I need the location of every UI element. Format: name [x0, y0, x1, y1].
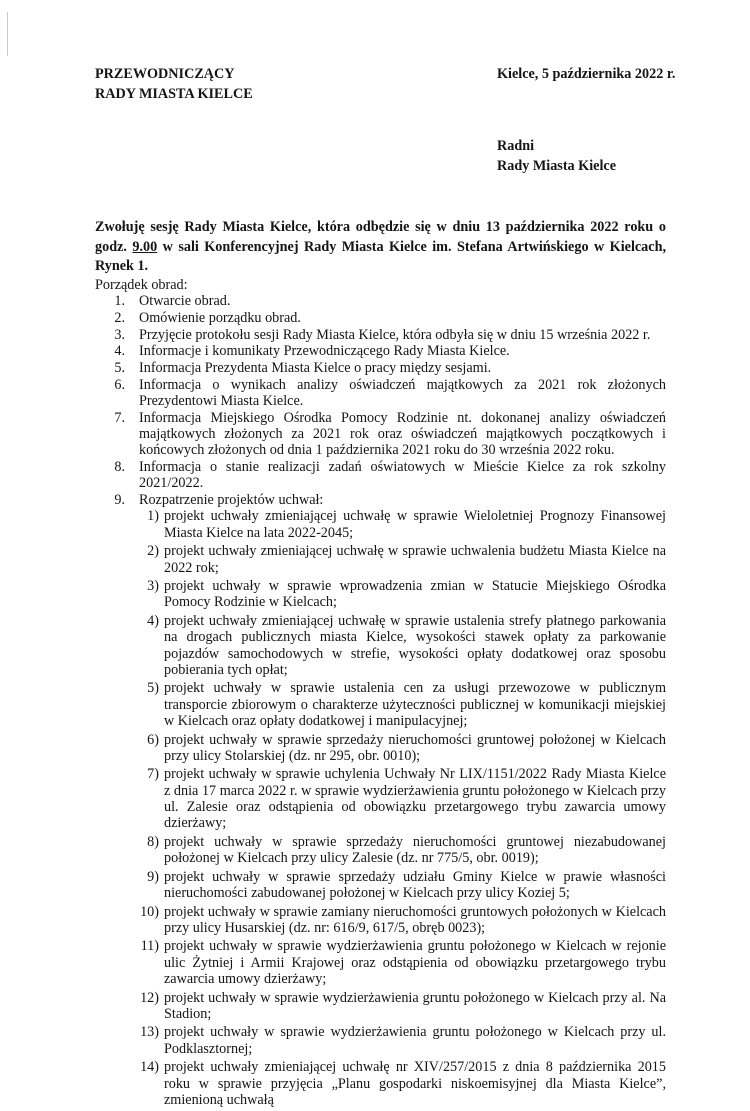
resolution-project-number: 9) [147, 868, 159, 885]
resolution-project [119, 732, 666, 764]
recipient-line-1: Radni [497, 138, 535, 154]
resolution-project-text: projekt uchwały w sprawie sprzedaży nieruchomości gruntowej niezabudowanej położonej w Kielcach przy ulicy Zalesie (dz. nr 775/5, obr. 0019); [164, 833, 666, 866]
resolution-project [119, 938, 666, 987]
agenda-item [95, 459, 666, 491]
resolution-project-number: 12) [140, 989, 159, 1006]
resolution-project [119, 680, 666, 729]
agenda-item-number: 2. [114, 309, 125, 326]
resolution-project-text: projekt uchwały w sprawie sprzedaży nieruchomości gruntowej położonej w Kielcach przy ulicy Stolarskiej (dz. nr 295, obr. 0010); [164, 731, 666, 764]
resolution-project [119, 904, 666, 936]
resolution-projects-list [139, 508, 666, 1108]
resolution-project [119, 543, 666, 575]
resolution-project-number: 4) [147, 613, 159, 630]
resolution-project-text: projekt uchwały w sprawie wydzierżawienia gruntu położonego w Kielcach przy al. Na Stadion; [164, 989, 666, 1022]
resolution-project [119, 508, 666, 540]
agenda-item [95, 492, 666, 1108]
resolution-project-text: projekt uchwały w sprawie zamiany nieruchomości gruntowych położonych w Kielcach przy ulicy Husarskiej (dz. nr: 616/9, 617/5, obręb 0023); [164, 903, 666, 936]
agenda-item-number: 1. [114, 293, 125, 309]
recipient-block [497, 136, 616, 176]
recipient-line-2: Rady Miasta Kielce [497, 158, 616, 174]
resolution-project-number: 11) [140, 938, 159, 955]
agenda-item-text: Rozpatrzenie projektów uchwał: [139, 492, 324, 509]
agenda-item [95, 360, 666, 376]
place-date: Kielce, 5 października 2022 r. [497, 66, 676, 82]
resolution-project-number: 5) [147, 680, 159, 697]
agenda-item [95, 377, 666, 409]
agenda-item-number: 8. [114, 459, 125, 476]
resolution-project [119, 990, 666, 1022]
agenda-item [95, 327, 666, 343]
agenda-item-text: Omówienie porządku obrad. [139, 309, 301, 326]
announcement-text-start: Zwołuję sesję Rady Miasta Kielce, która odbędzie się w dniu 13 października 2022 roku o godz. [95, 219, 666, 255]
agenda-item-number: 5. [114, 360, 125, 377]
session-time: 9.00 [132, 238, 158, 255]
agenda-item [95, 310, 666, 326]
resolution-project-text: projekt uchwały w sprawie uchylenia Uchwały Nr LIX/1151/2022 Rady Miasta Kielce z dnia 17 marca 2022 r. w sprawie wydzierżawienia gruntu położonego w Kielcach przy ul. Zalesie oraz odstąpienia od obowiązku przetargowego trybu zawarcia umowy dzierżawy; [164, 766, 666, 832]
agenda-list [95, 293, 666, 1111]
resolution-project-number: 10) [140, 903, 159, 920]
session-announcement [95, 218, 666, 277]
scan-edge-mark [7, 12, 8, 56]
resolution-project [119, 834, 666, 866]
agenda-item-text: Informacja o stanie realizacji zadań oświatowych w Mieście Kielce za rok szkolny 2021/2022. [139, 459, 666, 492]
sender-title: PRZEWODNICZĄCY [95, 66, 235, 82]
resolution-project-text: projekt uchwały zmieniającej uchwałę w sprawie Wieloletniej Prognozy Finansowej Miasta Kielce na lata 2022-2045; [164, 508, 666, 541]
resolution-project-text: projekt uchwały w sprawie wprowadzenia zmian w Statucie Miejskiego Ośrodka Pomocy Rodzinie w Kielcach; [164, 578, 666, 611]
agenda-item [95, 293, 666, 309]
sender-office: RADY MIASTA KIELCE [95, 86, 253, 102]
agenda-item-text: Informacje i komunikaty Przewodniczącego Rady Miasta Kielce. [139, 343, 510, 360]
resolution-project-number: 8) [147, 833, 159, 850]
agenda-item-number: 4. [114, 343, 125, 360]
resolution-project-text: projekt uchwały w sprawie sprzedaży udziału Gminy Kielce w prawie własności nieruchomości zabudowanej położonej w Kielcach przy ulicy Koziej 5; [164, 868, 666, 901]
resolution-project [119, 766, 666, 831]
resolution-project-number: 2) [147, 543, 159, 560]
agenda-item-text: Informacja Prezydenta Miasta Kielce o pracy między sesjami. [139, 360, 492, 377]
agenda-item-text: Przyjęcie protokołu sesji Rady Miasta Kielce, która odbyła się w dniu 15 września 2022 r. [139, 326, 651, 343]
agenda-item-number: 7. [114, 409, 125, 426]
resolution-project-number: 14) [140, 1059, 159, 1076]
resolution-project-number: 3) [147, 578, 159, 595]
resolution-project [119, 1024, 666, 1056]
announcement-text-end: w sali Konferencyjnej Rady Miasta Kielce im. Stefana Artwińskiego w Kielcach, Rynek 1. [95, 238, 667, 274]
agenda-item-number: 6. [114, 376, 125, 393]
agenda-item-number: 9. [114, 492, 125, 509]
resolution-project-text: projekt uchwały zmieniającej uchwałę w sprawie ustalenia strefy płatnego parkowania na drogach publicznych miasta Kielce, wysokości stawek opłaty za parkowanie pojazdów samochodowych w strefie, wysokości opłaty dodatkowej oraz sposobu pobierania tych opłat; [164, 613, 666, 678]
resolution-project-number: 1) [147, 508, 159, 525]
resolution-project-text: projekt uchwały zmieniającej uchwałę w sprawie uchwalenia budżetu Miasta Kielce na 2022 rok; [164, 543, 666, 576]
resolution-project [119, 869, 666, 901]
agenda-item [95, 343, 666, 359]
resolution-project-text: projekt uchwały w sprawie ustalenia cen za usługi przewozowe w publicznym transporcie zbiorowym o charakterze użyteczności publicznej w komunikacji miejskiej w Kielcach oraz opłaty dodatkowej i manipulacyjnej; [164, 680, 666, 729]
agenda-item-text: Otwarcie obrad. [139, 293, 231, 309]
resolution-project [119, 578, 666, 610]
agenda-title: Porządek obrad: [95, 277, 188, 293]
agenda-item-text: Informacja Miejskiego Ośrodka Pomocy Rodzinie nt. dokonanej analizy oświadczeń majątkowych złożonych za 2021 rok oraz oświadczeń majątkowych początkowych i końcowych złożonych od dnia 1 października 2021 roku do 30 września 2022 roku. [139, 409, 666, 459]
agenda-item-number: 3. [114, 326, 125, 343]
resolution-project [119, 613, 666, 678]
agenda-item [95, 410, 666, 459]
resolution-project-number: 6) [147, 731, 159, 748]
resolution-project-number: 13) [140, 1024, 159, 1041]
resolution-project-text: projekt uchwały w sprawie wydzierżawienia gruntu położonego w Kielcach w rejonie ulic Żytniej i Armii Krajowej oraz odstąpienia od obowiązku przetargowego trybu zawarcia umowy dzierżawy; [164, 938, 666, 987]
resolution-project-number: 7) [147, 766, 159, 783]
resolution-project-text: projekt uchwały w sprawie wydzierżawienia gruntu położonego w Kielcach przy ul. Podklasztornej; [164, 1024, 666, 1057]
resolution-project [119, 1059, 666, 1108]
agenda-item-text: Informacja o wynikach analizy oświadczeń majątkowych za 2021 rok złożonych Prezydentowi Miasta Kielce. [139, 376, 666, 410]
sender-block [95, 64, 253, 104]
resolution-project-text: projekt uchwały zmieniającej uchwałę nr XIV/257/2015 z dnia 8 października 2015 roku w sprawie przyjęcia „Planu gospodarki niskoemisyjnej dla Miasta Kielce”, zmienioną uchwałą [164, 1059, 666, 1108]
